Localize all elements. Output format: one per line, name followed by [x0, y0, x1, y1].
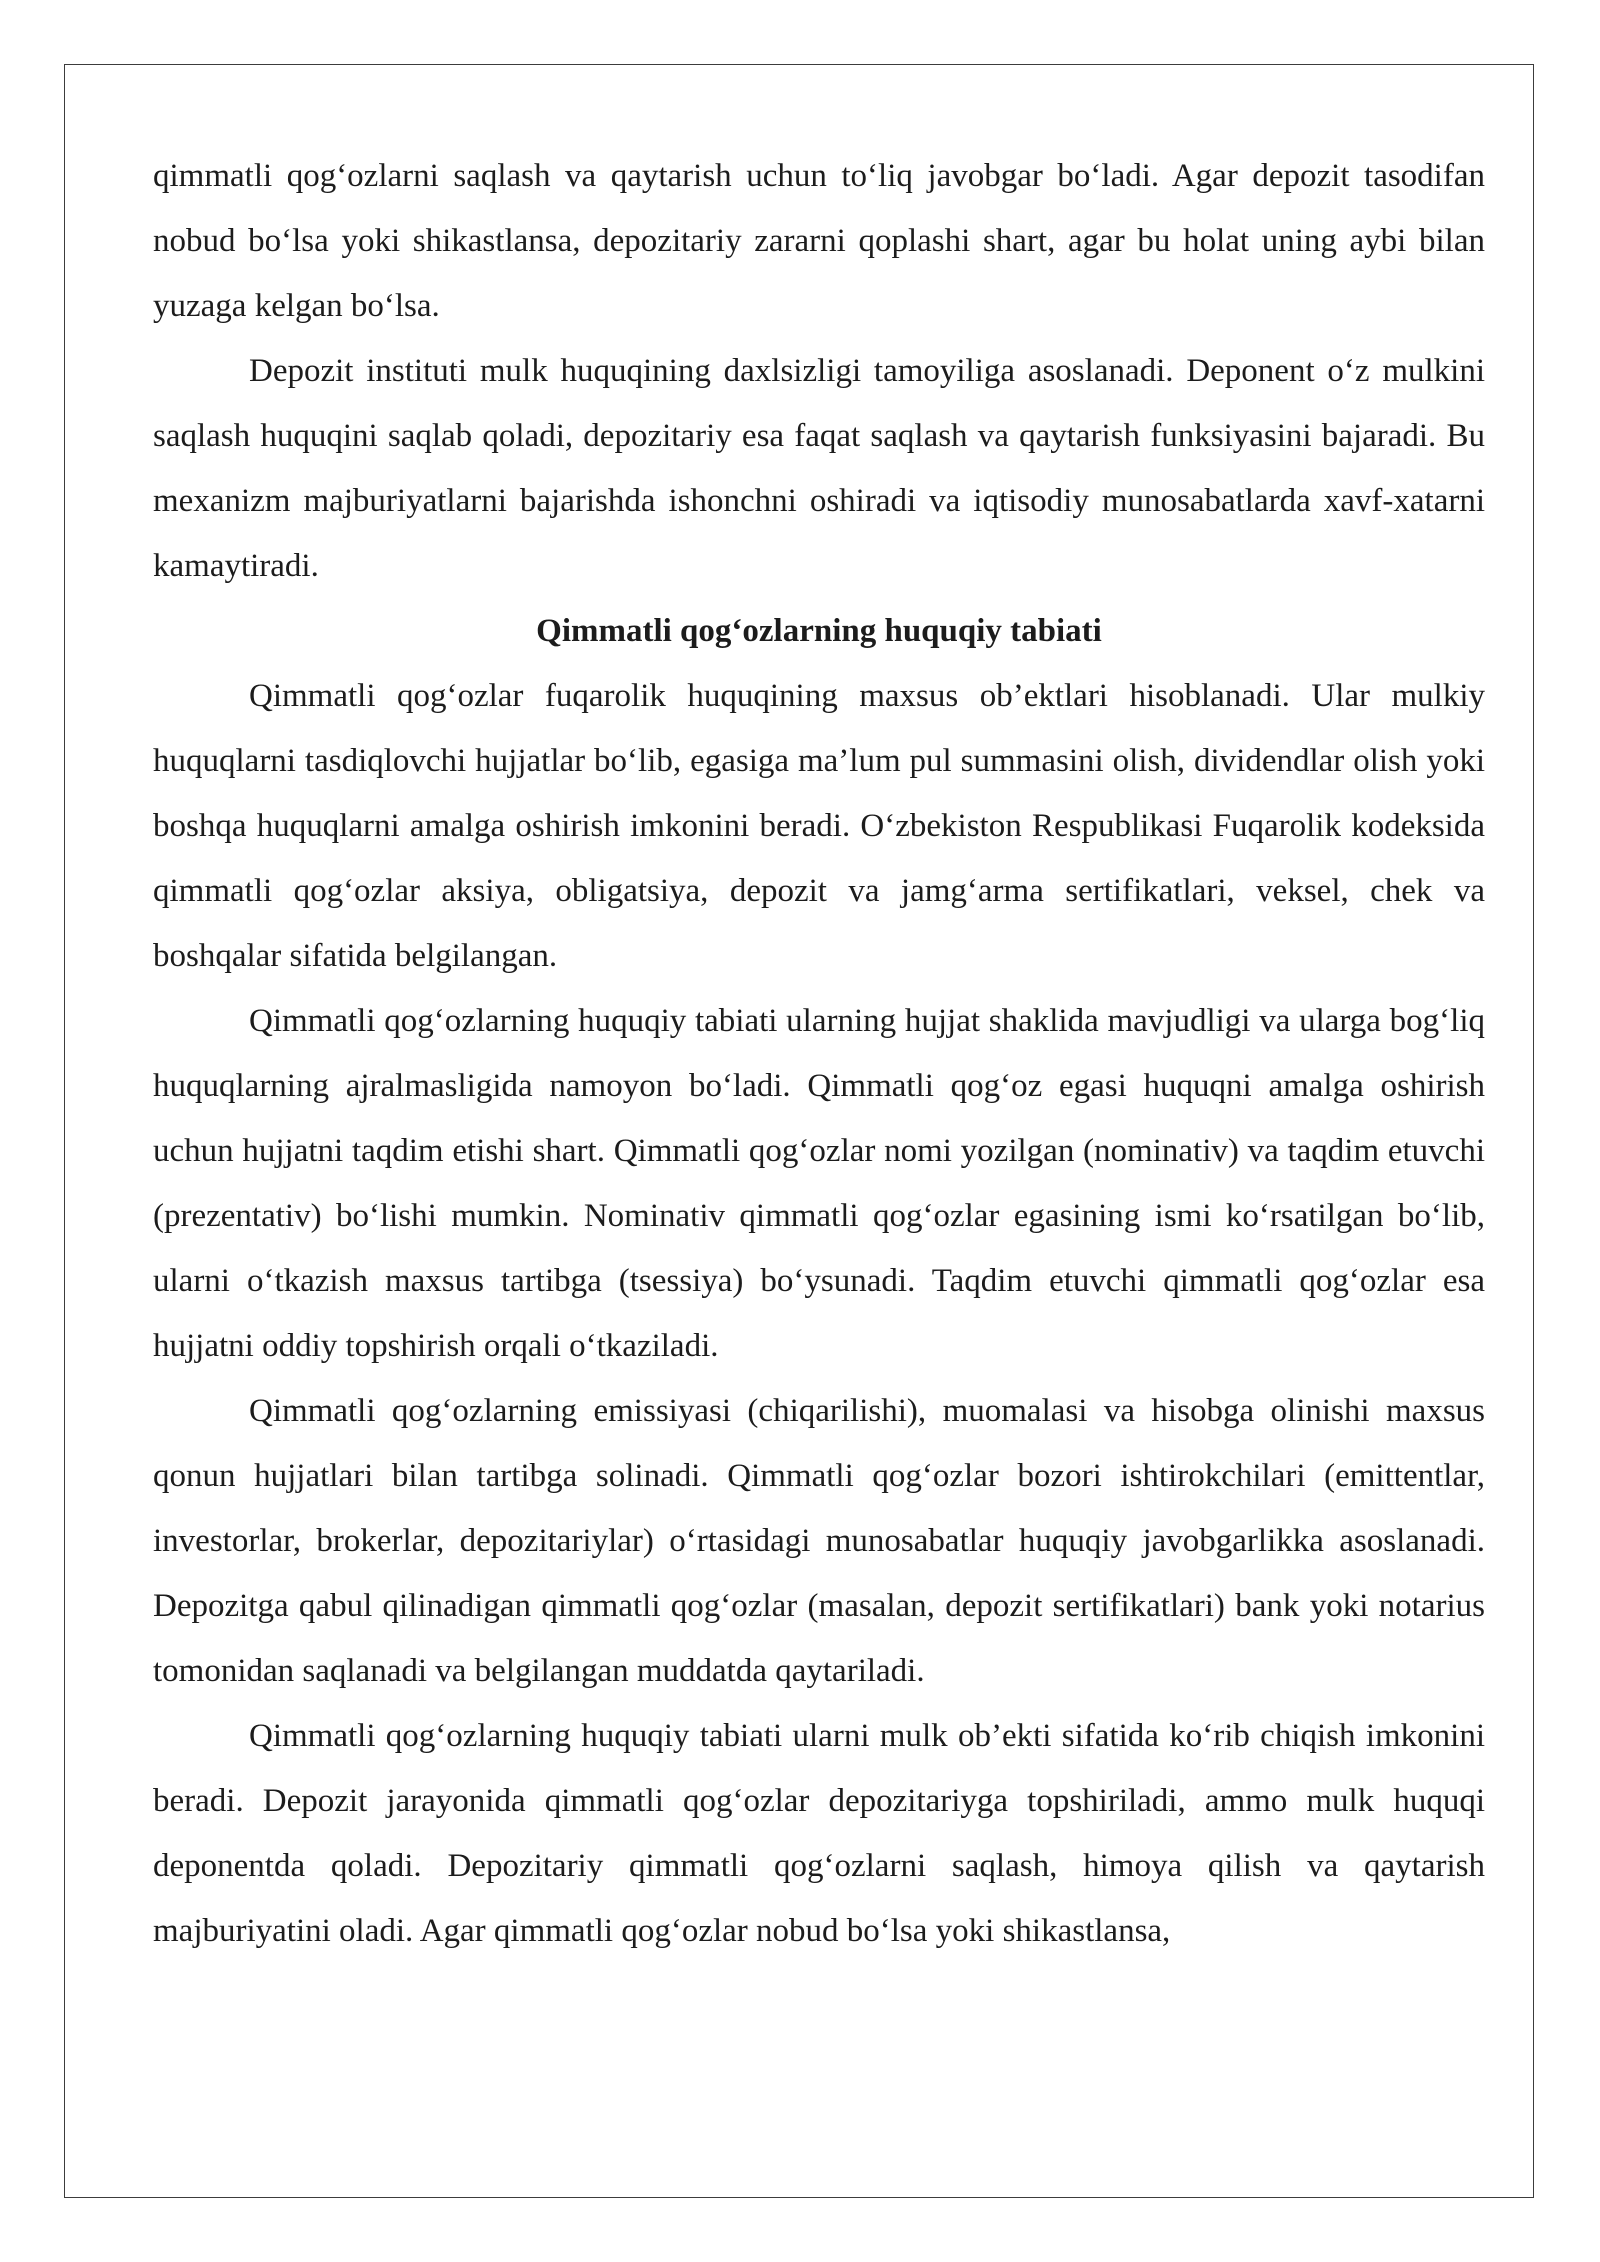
paragraph-securities-nature: Qimmatli qog‘ozlarning huquqiy tabiati ularning hujjat shaklida mavjudligi va ularga bog‘liq huquqlarning ajralmasligida namoyon bo‘ladi. Qimmatli qog‘oz egasi huquqni amalga oshirish uchun hujjatni taqdim etishi shart. Qimmatli qog‘ozlar nomi yozilgan (nominativ) va taqdim etuvchi (prezentativ) bo‘lishi mumkin. Nominativ qimmatli qog‘ozlar egasining ismi ko‘rsatilgan bo‘lib, ularni o‘tkazish maxsus tartibga (tsessiya) bo‘ysunadi. Taqdim etuvchi qimmatli qog‘ozlar esa hujjatni oddiy topshirish orqali o‘tkaziladi. — [153, 1003, 1485, 1364]
paragraph-continuation: qimmatli qog‘ozlarni saqlash va qaytarish uchun to‘liq javobgar bo‘ladi. Agar depozit tasodifan nobud bo‘lsa yoki shikastlansa, depozitariy zararni qoplashi shart, agar bu holat uning aybi bilan yuzaga kelgan bo‘lsa. — [153, 158, 1485, 324]
document-body — [153, 144, 1485, 1964]
paragraph-securities-emission: Qimmatli qog‘ozlarning emissiyasi (chiqarilishi), muomalasi va hisobga olinishi maxsus qonun hujjatlari bilan tartibga solinadi. Qimmatli qog‘ozlar bozori ishtirokchilari (emittentlar, investorlar, brokerlar, depozitariylar) o‘rtasidagi munosabatlar huquqiy javobgarlikka asoslanadi. Depozitga qabul qilinadigan qimmatli qog‘ozlar (masalan, depozit sertifikatlari) bank yoki notarius tomonidan saqlanadi va belgilangan muddatda qaytariladi. — [153, 1393, 1485, 1689]
paragraph-securities-property: Qimmatli qog‘ozlarning huquqiy tabiati ularni mulk ob’ekti sifatida ko‘rib chiqish imkonini beradi. Depozit jarayonida qimmatli qog‘ozlar depozitariyga topshiriladi, ammo mulk huquqi deponentda qoladi. Depozitariy qimmatli qog‘ozlarni saqlash, himoya qilish va qaytarish majburiyatini oladi. Agar qimmatli qog‘ozlar nobud bo‘lsa yoki shikastlansa, — [153, 1718, 1485, 1949]
paragraph-securities-objects: Qimmatli qog‘ozlar fuqarolik huquqining maxsus ob’ektlari hisoblanadi. Ular mulkiy huquqlarni tasdiqlovchi hujjatlar bo‘lib, egasiga ma’lum pul summasini olish, dividendlar olish yoki boshqa huquqlarni amalga oshirish imkonini beradi. O‘zbekiston Respublikasi Fuqarolik kodeksida qimmatli qog‘ozlar aksiya, obligatsiya, depozit va jamg‘arma sertifikatlari, veksel, chek va boshqalar sifatida belgilangan. — [153, 678, 1485, 974]
section-heading: Qimmatli qog‘ozlarning huquqiy tabiati — [536, 613, 1102, 649]
paragraph-deposit-institute: Depozit instituti mulk huquqining daxlsizligi tamoyiliga asoslanadi. Deponent o‘z mulkini saqlash huquqini saqlab qoladi, depozitariy esa faqat saqlash va qaytarish funksiyasini bajaradi. Bu mexanizm majburiyatlarni bajarishda ishonchni oshiradi va iqtisodiy munosabatlarda xavf-xatarni kamaytiradi. — [153, 353, 1485, 584]
